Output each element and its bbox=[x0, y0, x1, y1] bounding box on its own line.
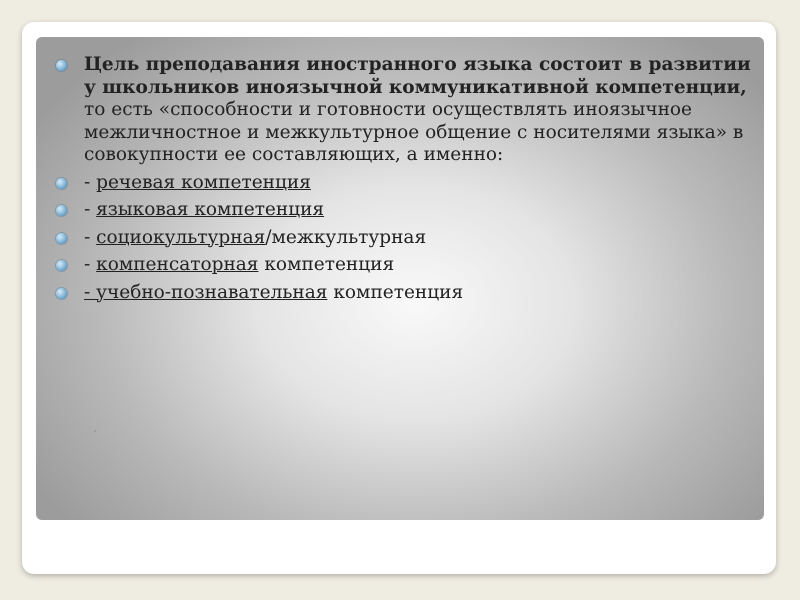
item-suffix: /межкультурная bbox=[265, 226, 427, 248]
bullet-item-educational bbox=[56, 282, 756, 305]
item-underlined: языковая компетенция bbox=[96, 199, 325, 220]
bullet-item-language bbox=[56, 199, 756, 222]
bullet-item-compensatory bbox=[56, 254, 756, 277]
bullet-icon bbox=[56, 233, 67, 244]
bullet-icon bbox=[56, 260, 67, 271]
slide-content-panel bbox=[36, 37, 764, 520]
bullet-icon bbox=[56, 288, 67, 299]
item-underlined: - учебно-познавательная bbox=[84, 281, 328, 303]
bullet-item-speech bbox=[56, 172, 756, 195]
item-prefix: - bbox=[84, 171, 97, 193]
bullet-item-intro bbox=[56, 54, 756, 167]
intro-bold-text: Цель преподавания иностранного языка состоит в развитии у школьников иноязычной коммуникативной компетенции, bbox=[84, 54, 751, 98]
bullet-list bbox=[56, 54, 756, 309]
bullet-icon bbox=[56, 205, 67, 216]
item-prefix: - bbox=[84, 199, 97, 220]
item-prefix: - bbox=[84, 254, 97, 275]
item-suffix: компетенция bbox=[258, 254, 395, 275]
intro-regular-text: то есть «способности и готовности осуществлять иноязычное межличностное и межкультурное общение с носителями языка» в совокупности ее составляющих, а именно: bbox=[84, 99, 744, 165]
item-prefix: - bbox=[84, 226, 97, 248]
bullet-icon bbox=[56, 60, 67, 71]
item-suffix: компетенция bbox=[327, 281, 464, 303]
bullet-icon bbox=[56, 178, 67, 189]
item-underlined: речевая компетенция bbox=[96, 171, 311, 193]
item-underlined: социокультурная bbox=[96, 226, 266, 248]
decorative-dot bbox=[94, 430, 96, 432]
bullet-item-sociocultural bbox=[56, 227, 756, 250]
item-underlined: компенсаторная bbox=[96, 254, 259, 275]
